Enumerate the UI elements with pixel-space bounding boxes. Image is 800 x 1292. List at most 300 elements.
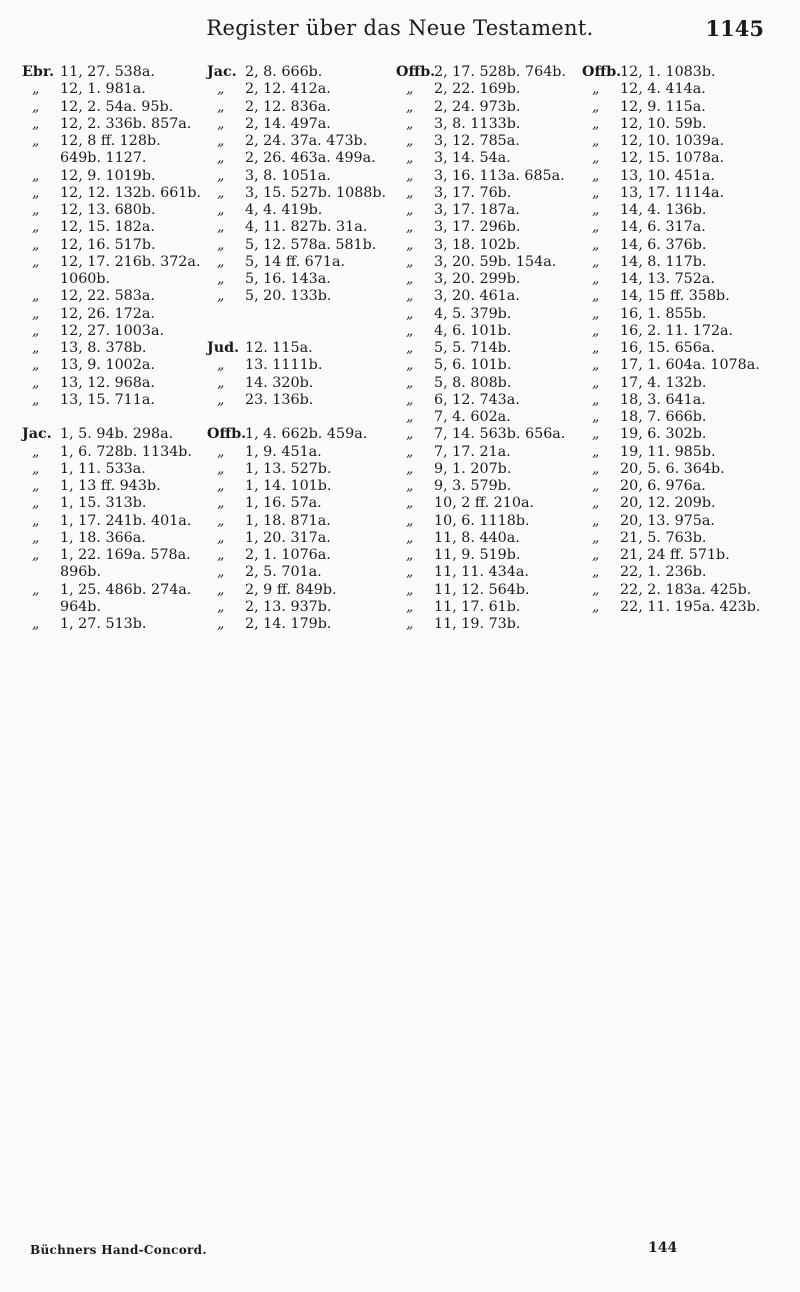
- index-entry: [207, 306, 403, 323]
- reference-text: 12, 17. 216b. 372a.: [60, 253, 201, 270]
- reference-text: 1, 22. 169a. 578a.: [60, 547, 191, 563]
- index-entry: [207, 116, 403, 133]
- ditto-mark: „: [406, 495, 414, 512]
- index-entry: [582, 599, 797, 616]
- reference-text: 13, 9. 1002a.: [60, 357, 155, 374]
- index-entry: [582, 288, 797, 305]
- reference-text: 4, 11. 827b. 31a.: [245, 219, 368, 236]
- index-entry: [396, 530, 596, 547]
- reference-text: 12, 4. 414a.: [620, 81, 706, 98]
- index-entry: [582, 306, 797, 323]
- ditto-mark: „: [32, 115, 40, 132]
- index-entry: [396, 219, 596, 236]
- ditto-mark: „: [32, 184, 40, 201]
- ditto-mark: „: [406, 409, 414, 425]
- ditto-mark: „: [406, 564, 414, 581]
- index-entry: [582, 168, 797, 185]
- index-entry: [396, 582, 596, 599]
- index-entry: [207, 547, 403, 564]
- index-entry: [22, 409, 214, 426]
- reference-text: 1, 18. 366a.: [60, 529, 146, 546]
- reference-text: 16, 15. 656a.: [620, 340, 715, 356]
- reference-text: 1, 13 ff. 943b.: [60, 478, 161, 494]
- ditto-mark: „: [406, 529, 414, 546]
- reference-text: 2, 5. 701a.: [245, 564, 322, 581]
- reference-text: 12, 9. 1019b.: [60, 167, 156, 184]
- ditto-mark: „: [32, 374, 40, 391]
- reference-text: 12, 13. 680b.: [60, 202, 156, 218]
- index-entry: [582, 461, 797, 478]
- reference-text: 12, 1. 981a.: [60, 81, 146, 98]
- reference-text: 11, 9. 519b.: [434, 547, 521, 563]
- reference-text: 22, 2. 183a. 425b.: [620, 581, 752, 598]
- index-entry: [22, 340, 214, 357]
- ditto-mark: „: [217, 391, 225, 408]
- index-entry: [22, 616, 214, 633]
- ditto-mark: „: [406, 512, 414, 529]
- reference-text: 3, 17. 296b.: [434, 219, 521, 236]
- ditto-mark: „: [32, 81, 40, 98]
- ditto-mark: „: [32, 167, 40, 184]
- index-entry: [207, 530, 403, 547]
- index-entry: [22, 64, 214, 81]
- reference-text: 12, 10. 59b.: [620, 115, 707, 132]
- ditto-mark: „: [32, 340, 40, 356]
- reference-text: 2, 14. 179b.: [245, 616, 332, 632]
- index-entry: [22, 202, 214, 219]
- page-header: [0, 14, 800, 48]
- index-entry: [396, 185, 596, 202]
- ditto-mark: „: [406, 288, 414, 305]
- reference-text: 18, 7. 666b.: [620, 409, 707, 425]
- reference-text: 20, 13. 975a.: [620, 512, 715, 529]
- ditto-mark: „: [406, 374, 414, 391]
- index-entry: [22, 357, 214, 374]
- ditto-mark: „: [592, 288, 600, 305]
- reference-text: 2, 26. 463a. 499a.: [245, 150, 376, 167]
- ditto-mark: „: [217, 357, 225, 374]
- ditto-mark: „: [592, 133, 600, 149]
- reference-text: 649b. 1127.: [60, 150, 147, 167]
- reference-text: 11, 12. 564b.: [434, 581, 530, 598]
- ditto-mark: „: [32, 219, 40, 236]
- book-abbrev: Jac.: [22, 426, 52, 443]
- ditto-mark: „: [217, 460, 225, 477]
- ditto-mark: „: [592, 529, 600, 546]
- index-entry: [396, 306, 596, 323]
- index-entry: [207, 461, 403, 478]
- ditto-mark: „: [32, 529, 40, 546]
- index-entry: [22, 530, 214, 547]
- index-entry: [396, 150, 596, 167]
- reference-text: 1, 4. 662b. 459a.: [245, 426, 368, 443]
- ditto-mark: „: [217, 529, 225, 546]
- ditto-mark: „: [592, 564, 600, 581]
- index-entry: [22, 150, 214, 167]
- ditto-mark: „: [406, 478, 414, 494]
- book-abbrev: Offb.: [396, 64, 436, 80]
- index-entry: [207, 513, 403, 530]
- index-entry: [582, 495, 797, 512]
- index-entry: [22, 392, 214, 409]
- ditto-mark: „: [406, 184, 414, 201]
- reference-text: 3, 15. 527b. 1088b.: [245, 184, 387, 201]
- index-entry: [207, 150, 403, 167]
- index-entry: [396, 271, 596, 288]
- reference-text: 4, 6. 101b.: [434, 322, 512, 339]
- ditto-mark: „: [217, 616, 225, 632]
- ditto-mark: „: [217, 167, 225, 184]
- ditto-mark: „: [32, 133, 40, 149]
- index-entry: [207, 64, 403, 81]
- ditto-mark: „: [592, 271, 600, 287]
- ditto-mark: „: [217, 98, 225, 115]
- index-entry: [396, 99, 596, 116]
- index-entry: [22, 237, 214, 254]
- reference-text: 23. 136b.: [245, 391, 314, 408]
- reference-text: 14, 4. 136b.: [620, 202, 707, 218]
- index-entry: [207, 478, 403, 495]
- index-entry: [396, 340, 596, 357]
- index-entry: [22, 461, 214, 478]
- reference-text: 12, 10. 1039a.: [620, 133, 725, 149]
- reference-text: 14, 13. 752a.: [620, 271, 715, 287]
- index-entry: [396, 599, 596, 616]
- index-entry: [396, 323, 596, 340]
- reference-text: 22, 11. 195a. 423b.: [620, 598, 761, 615]
- index-entry: [582, 64, 797, 81]
- ditto-mark: „: [406, 133, 414, 149]
- index-entry: [207, 133, 403, 150]
- reference-text: 3, 17. 76b.: [434, 184, 512, 201]
- ditto-mark: „: [217, 564, 225, 581]
- index-entry: [582, 81, 797, 98]
- index-entry: [22, 564, 214, 581]
- index-entry: [396, 64, 596, 81]
- index-entry: [396, 357, 596, 374]
- index-entry: [396, 168, 596, 185]
- ditto-mark: „: [406, 460, 414, 477]
- index-entry: [396, 616, 596, 633]
- reference-text: 14, 6. 376b.: [620, 236, 707, 253]
- reference-text: 3, 8. 1051a.: [245, 167, 331, 184]
- index-entry: [207, 168, 403, 185]
- reference-text: 2, 13. 937b.: [245, 598, 332, 615]
- reference-text: 13, 17. 1114a.: [620, 184, 725, 201]
- index-entry: [582, 202, 797, 219]
- ditto-mark: „: [406, 98, 414, 115]
- reference-text: 13, 10. 451a.: [620, 167, 715, 184]
- index-entry: [582, 219, 797, 236]
- ditto-mark: „: [592, 391, 600, 408]
- reference-text: 13, 12. 968a.: [60, 374, 155, 391]
- index-entry: [207, 426, 403, 443]
- ditto-mark: „: [32, 98, 40, 115]
- reference-text: 7, 17. 21a.: [434, 443, 511, 460]
- ditto-mark: „: [592, 81, 600, 98]
- reference-text: 12, 1. 1083b.: [620, 64, 716, 80]
- reference-text: 10, 6. 1118b.: [434, 512, 530, 529]
- reference-text: 12, 15. 1078a.: [620, 150, 725, 167]
- index-entry: [207, 357, 403, 374]
- book-abbrev: Jac.: [207, 64, 237, 80]
- reference-text: 17, 4. 132b.: [620, 374, 707, 391]
- reference-text: 5, 16. 143a.: [245, 271, 331, 287]
- reference-text: 2, 1. 1076a.: [245, 547, 331, 563]
- reference-text: 2, 12. 836a.: [245, 98, 331, 115]
- ditto-mark: „: [592, 202, 600, 218]
- index-entry: [582, 392, 797, 409]
- ditto-mark: „: [406, 391, 414, 408]
- index-entry: [582, 99, 797, 116]
- index-entry: [207, 323, 403, 340]
- index-entry: [396, 116, 596, 133]
- reference-text: 19, 11. 985b.: [620, 443, 716, 460]
- ditto-mark: „: [592, 115, 600, 132]
- index-entry: [22, 99, 214, 116]
- index-entry: [207, 564, 403, 581]
- reference-text: 2, 17. 528b. 764b.: [434, 64, 566, 80]
- ditto-mark: „: [592, 460, 600, 477]
- index-entry: [396, 547, 596, 564]
- ditto-mark: „: [217, 598, 225, 615]
- ditto-mark: „: [217, 236, 225, 253]
- index-entry: [396, 478, 596, 495]
- index-entry: [582, 116, 797, 133]
- index-entry: [582, 254, 797, 271]
- ditto-mark: „: [217, 202, 225, 218]
- reference-text: 1, 9. 451a.: [245, 443, 322, 460]
- reference-text: 3, 14. 54a.: [434, 150, 511, 167]
- index-column-3: [396, 64, 596, 633]
- index-entry: [396, 495, 596, 512]
- ditto-mark: „: [32, 581, 40, 598]
- index-entry: [396, 81, 596, 98]
- reference-text: 21, 24 ff. 571b.: [620, 547, 730, 563]
- reference-text: 3, 12. 785a.: [434, 133, 520, 149]
- reference-text: 12, 12. 132b. 661b.: [60, 184, 202, 201]
- ditto-mark: „: [406, 81, 414, 98]
- reference-text: 12. 115a.: [245, 340, 313, 356]
- reference-text: 17, 1. 604a. 1078a.: [620, 357, 760, 374]
- book-abbrev: Ebr.: [22, 64, 55, 80]
- index-entry: [22, 582, 214, 599]
- ditto-mark: „: [406, 598, 414, 615]
- ditto-mark: „: [592, 495, 600, 512]
- ditto-mark: „: [32, 547, 40, 563]
- ditto-mark: „: [592, 409, 600, 425]
- reference-text: 14, 15 ff. 358b.: [620, 288, 730, 305]
- ditto-mark: „: [592, 581, 600, 598]
- index-entry: [22, 306, 214, 323]
- reference-text: 5, 12. 578a. 581b.: [245, 236, 377, 253]
- ditto-mark: „: [217, 478, 225, 494]
- reference-text: 14, 8. 117b.: [620, 253, 707, 270]
- index-entry: [396, 461, 596, 478]
- ditto-mark: „: [217, 288, 225, 305]
- ditto-mark: „: [592, 253, 600, 270]
- reference-text: 5, 8. 808b.: [434, 374, 512, 391]
- ditto-mark: „: [32, 478, 40, 494]
- index-entry: [207, 99, 403, 116]
- ditto-mark: „: [32, 443, 40, 460]
- ditto-mark: „: [592, 598, 600, 615]
- ditto-mark: „: [406, 616, 414, 632]
- index-entry: [22, 133, 214, 150]
- ditto-mark: „: [32, 322, 40, 339]
- reference-text: 4, 5. 379b.: [434, 305, 512, 322]
- index-entry: [207, 288, 403, 305]
- index-entry: [207, 219, 403, 236]
- reference-text: 1, 25. 486b. 274a.: [60, 581, 192, 598]
- ditto-mark: „: [32, 288, 40, 305]
- reference-text: 12, 9. 115a.: [620, 98, 706, 115]
- index-entry: [207, 495, 403, 512]
- ditto-mark: „: [592, 184, 600, 201]
- reference-text: 20, 6. 976a.: [620, 478, 706, 494]
- reference-text: 12, 2. 54a. 95b.: [60, 98, 174, 115]
- index-entry: [22, 168, 214, 185]
- ditto-mark: „: [592, 322, 600, 339]
- index-entry: [582, 375, 797, 392]
- reference-text: 5, 14 ff. 671a.: [245, 253, 346, 270]
- index-entry: [22, 478, 214, 495]
- index-entry: [22, 81, 214, 98]
- index-entry: [22, 599, 214, 616]
- ditto-mark: „: [406, 202, 414, 218]
- footer-signature: Büchners Hand-Concord.: [30, 1243, 207, 1257]
- page-title: Register über das Neue Testament.: [206, 16, 594, 40]
- reference-text: 5, 20. 133b.: [245, 288, 332, 305]
- reference-text: 1, 20. 317a.: [245, 529, 331, 546]
- ditto-mark: „: [592, 305, 600, 322]
- reference-text: 9, 1. 207b.: [434, 460, 512, 477]
- ditto-mark: „: [592, 478, 600, 494]
- page-number: 1145: [705, 16, 764, 41]
- index-column-1: [22, 64, 214, 633]
- reference-text: 22, 1. 236b.: [620, 564, 707, 581]
- reference-text: 13, 8. 378b.: [60, 340, 147, 356]
- reference-text: 964b.: [60, 598, 101, 615]
- ditto-mark: „: [32, 236, 40, 253]
- reference-text: 20, 5. 6. 364b.: [620, 460, 725, 477]
- reference-text: 11, 19. 73b.: [434, 616, 521, 632]
- reference-text: 12, 15. 182a.: [60, 219, 155, 236]
- ditto-mark: „: [217, 547, 225, 563]
- index-entry: [22, 219, 214, 236]
- reference-text: 2, 22. 169b.: [434, 81, 521, 98]
- reference-text: 16, 1. 855b.: [620, 305, 707, 322]
- reference-text: 2, 24. 973b.: [434, 98, 521, 115]
- index-entry: [22, 444, 214, 461]
- index-entry: [582, 478, 797, 495]
- book-abbrev: Offb.: [582, 64, 622, 80]
- reference-text: 2, 24. 37a. 473b.: [245, 133, 368, 149]
- reference-text: 5, 5. 714b.: [434, 340, 512, 356]
- index-entry: [22, 513, 214, 530]
- index-entry: [582, 409, 797, 426]
- ditto-mark: „: [217, 443, 225, 460]
- index-entry: [582, 582, 797, 599]
- index-entry: [396, 513, 596, 530]
- reference-text: 11, 8. 440a.: [434, 529, 520, 546]
- index-entry: [582, 530, 797, 547]
- reference-text: 3, 16. 113a. 685a.: [434, 167, 565, 184]
- index-entry: [396, 237, 596, 254]
- ditto-mark: „: [32, 253, 40, 270]
- reference-text: 1, 5. 94b. 298a.: [60, 426, 174, 443]
- ditto-mark: „: [32, 512, 40, 529]
- index-entry: [582, 271, 797, 288]
- ditto-mark: „: [217, 184, 225, 201]
- index-entry: [22, 288, 214, 305]
- index-entry: [207, 444, 403, 461]
- ditto-mark: „: [217, 495, 225, 512]
- index-entry: [396, 564, 596, 581]
- reference-text: 12, 27. 1003a.: [60, 322, 165, 339]
- index-entry: [582, 513, 797, 530]
- index-entry: [396, 375, 596, 392]
- reference-text: 1060b.: [60, 271, 111, 287]
- ditto-mark: „: [217, 512, 225, 529]
- reference-text: 10, 2 ff. 210a.: [434, 495, 535, 512]
- ditto-mark: „: [406, 236, 414, 253]
- index-entry: [207, 202, 403, 219]
- reference-text: 1, 15. 313b.: [60, 495, 147, 512]
- reference-text: 21, 5. 763b.: [620, 529, 707, 546]
- index-entry: [582, 237, 797, 254]
- ditto-mark: „: [592, 374, 600, 391]
- ditto-mark: „: [217, 115, 225, 132]
- index-entry: [207, 409, 403, 426]
- index-entry: [582, 547, 797, 564]
- ditto-mark: „: [217, 271, 225, 287]
- index-entry: [207, 599, 403, 616]
- reference-text: 13, 15. 711a.: [60, 391, 155, 408]
- ditto-mark: „: [592, 150, 600, 167]
- index-entry: [207, 340, 403, 357]
- index-entry: [22, 547, 214, 564]
- index-entry: [22, 426, 214, 443]
- reference-text: 13. 1111b.: [245, 357, 323, 374]
- index-entry: [207, 582, 403, 599]
- reference-text: 2, 9 ff. 849b.: [245, 581, 337, 598]
- reference-text: 5, 6. 101b.: [434, 357, 512, 374]
- ditto-mark: „: [217, 81, 225, 98]
- ditto-mark: „: [406, 547, 414, 563]
- reference-text: 20, 12. 209b.: [620, 495, 716, 512]
- reference-text: 12, 16. 517b.: [60, 236, 156, 253]
- ditto-mark: „: [592, 167, 600, 184]
- index-entry: [582, 133, 797, 150]
- index-entry: [22, 185, 214, 202]
- ditto-mark: „: [592, 219, 600, 236]
- index-entry: [396, 254, 596, 271]
- index-entry: [582, 564, 797, 581]
- reference-text: 1, 16. 57a.: [245, 495, 322, 512]
- index-entry: [207, 237, 403, 254]
- index-entry: [22, 495, 214, 512]
- index-entry: [396, 392, 596, 409]
- index-entry: [22, 271, 214, 288]
- reference-text: 7, 4. 602a.: [434, 409, 511, 425]
- reference-text: 7, 14. 563b. 656a.: [434, 426, 566, 443]
- ditto-mark: „: [406, 150, 414, 167]
- ditto-mark: „: [217, 219, 225, 236]
- footer-sheet-number: 144: [648, 1240, 678, 1256]
- reference-text: 11, 27. 538a.: [60, 64, 155, 80]
- index-entry: [396, 426, 596, 443]
